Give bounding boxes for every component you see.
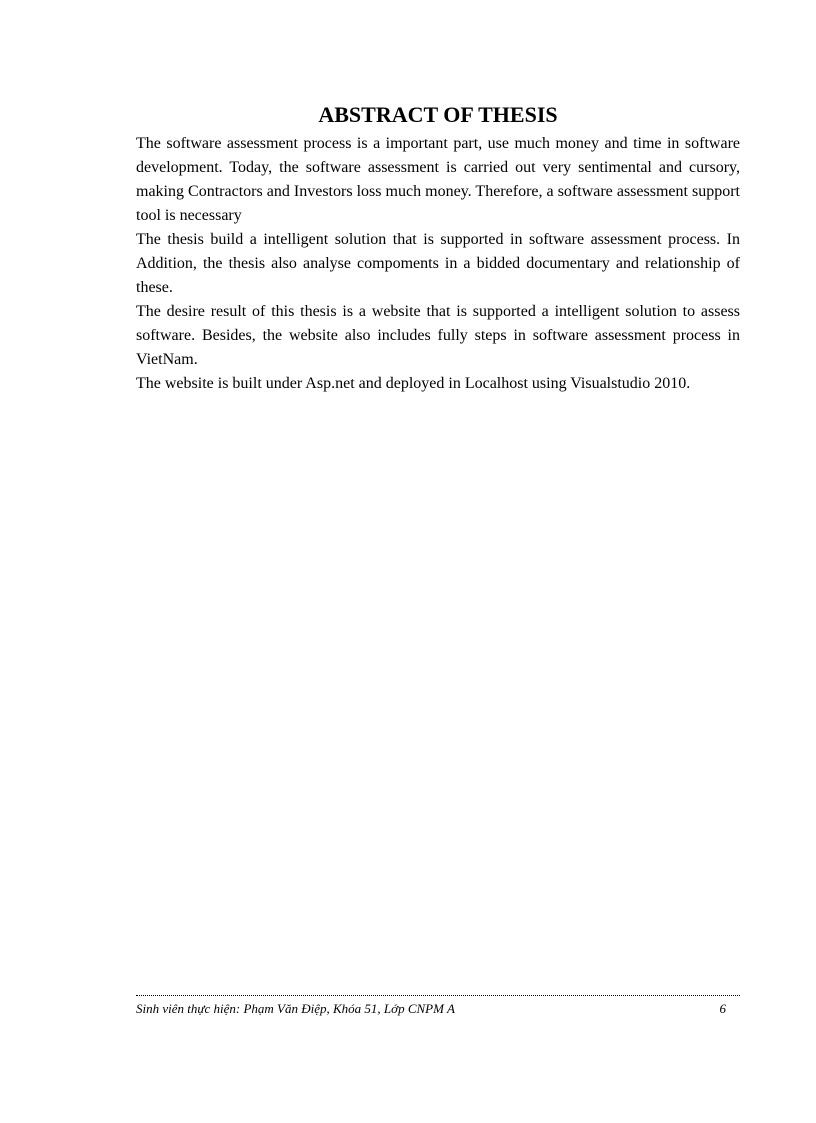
footer-author: Sinh viên thực hiện: Phạm Văn Điệp, Khóa 51, Lớp CNPM A [136,1001,455,1016]
footer-divider [136,995,740,996]
page-number: 6 [719,1001,726,1016]
abstract-paragraph-4: The website is built under Asp.net and deployed in Localhost using Visualstudio 2010. [136,375,691,392]
page-footer [136,995,740,1018]
footer-row [136,1000,740,1018]
abstract-paragraph-1: The software assessment process is a important part, use much money and time in software development. Today, the software assessment is carried out very sentimental and cursory, making Contractors and Investors loss much money. Therefore, a software assessment support tool is necessary [136,135,740,224]
abstract-paragraph-2: The thesis build a intelligent solution that is supported in software assessment process. In Addition, the thesis also analyse compoments in a bidded documentary and relationship of these. [136,231,740,296]
page-content [136,100,740,396]
abstract-paragraph-3: The desire result of this thesis is a website that is supported a intelligent solution to assess software. Besides, the website also includes fully steps in software assessment process in VietNam. [136,303,740,368]
page-title: ABSTRACT OF THESIS [318,102,558,127]
